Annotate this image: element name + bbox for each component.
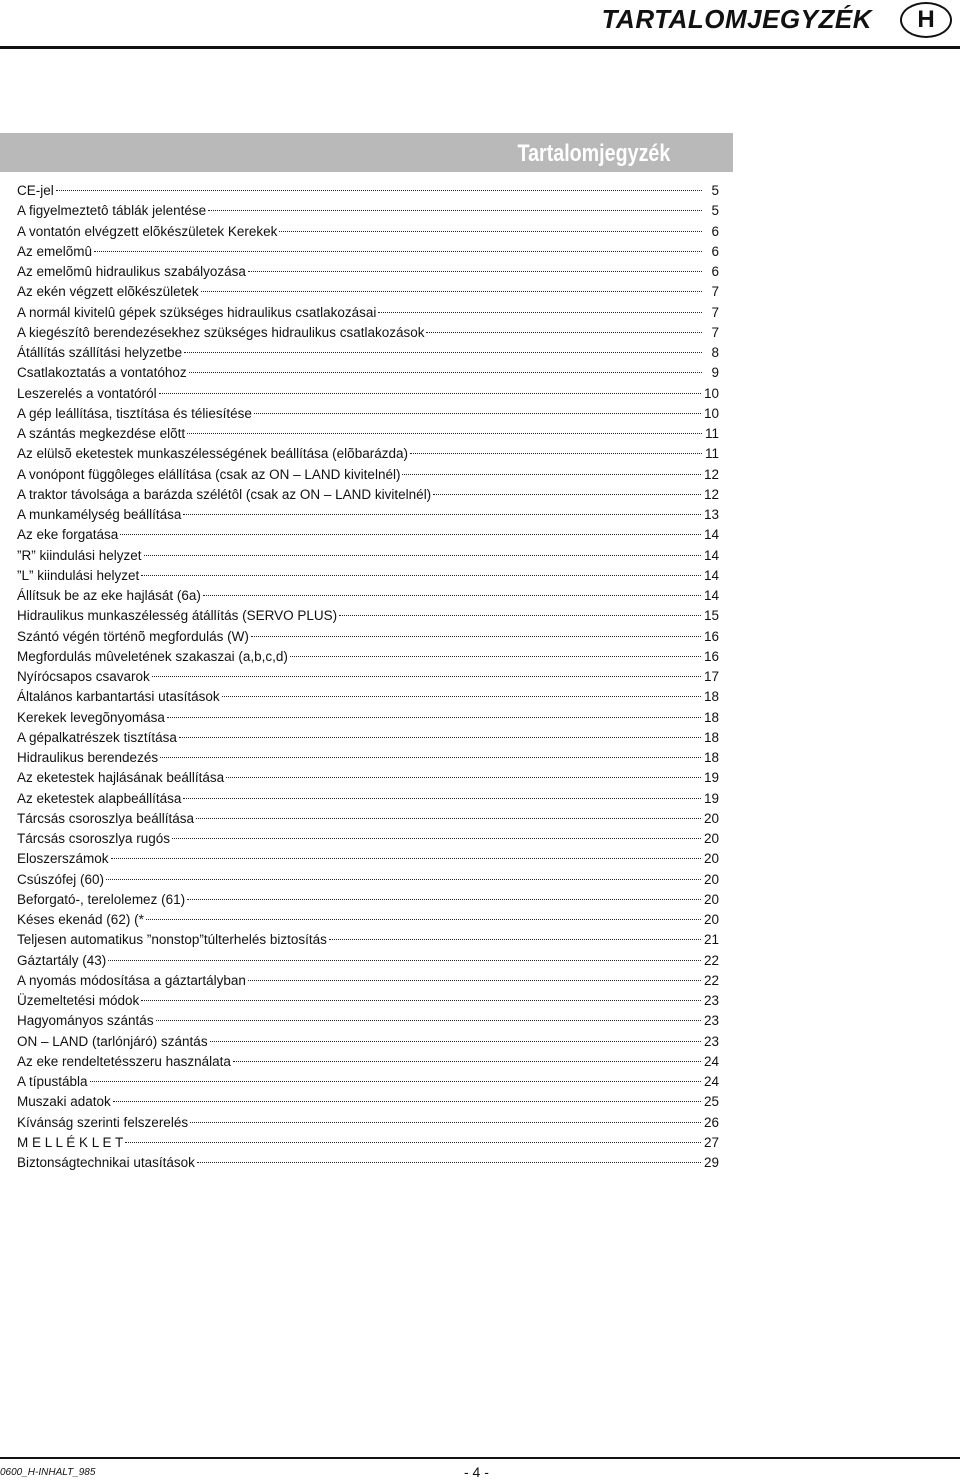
toc-entry-label: Az eketestek hajlásának beállítása: [17, 770, 225, 786]
toc-entry[interactable]: [17, 262, 719, 282]
toc-entry-label: Az eke forgatása: [17, 527, 119, 543]
toc-entry-label: Tárcsás csoroszlya beállítása: [17, 810, 195, 826]
toc-entry-label: M E L L É K L E T: [17, 1134, 124, 1150]
toc-entry-page: 6: [711, 264, 719, 279]
toc-dot-leader: [187, 432, 702, 434]
toc-dot-leader: [233, 1060, 701, 1062]
toc-entry[interactable]: [17, 181, 719, 201]
toc-dot-leader: [159, 392, 701, 394]
toc-dot-leader: [189, 371, 702, 373]
toc-entry-label: A normál kivitelû gépek szükséges hidraulikus csatlakozásai: [17, 304, 377, 320]
toc-entry[interactable]: [17, 1011, 719, 1031]
toc-entry-page: 6: [711, 243, 719, 259]
toc-entry-page: 7: [711, 304, 719, 320]
toc-entry-page: 9: [711, 365, 719, 381]
toc-entry[interactable]: [17, 1133, 719, 1153]
toc-dot-leader: [196, 817, 701, 819]
toc-entry-page: 23: [703, 993, 719, 1008]
toc-entry-label: Állítsuk be az eke hajlását (6a): [17, 588, 201, 603]
toc-entry-page: 5: [711, 183, 719, 198]
toc-entry[interactable]: [17, 384, 719, 404]
toc-entry[interactable]: [17, 829, 719, 849]
toc-entry[interactable]: [17, 282, 719, 302]
toc-entry-page: 20: [703, 831, 719, 846]
toc-entry[interactable]: [17, 667, 719, 687]
toc-dot-leader: [402, 473, 701, 475]
toc-entry-label: Hidraulikus berendezés: [17, 750, 159, 765]
toc-entry[interactable]: [17, 849, 719, 869]
toc-dot-leader: [203, 594, 701, 596]
toc-entry-page: 19: [703, 790, 719, 806]
toc-entry-page: 25: [703, 1094, 719, 1110]
toc-entry-page: 23: [703, 1033, 719, 1049]
toc-entry[interactable]: [17, 606, 719, 626]
toc-entry-label: Az emelõmû hidraulikus szabályozása: [17, 264, 246, 279]
toc-dot-leader: [226, 776, 701, 778]
toc-dot-leader: [248, 270, 702, 272]
toc-entry[interactable]: [17, 1032, 719, 1052]
toc-entry-label: Az emelõmû: [17, 243, 93, 259]
toc-entry-label: Csatlakoztatás a vontatóhoz: [17, 365, 187, 381]
toc-entry[interactable]: [17, 647, 719, 667]
toc-entry-page: 18: [703, 709, 719, 725]
toc-entry-page: 27: [703, 1134, 719, 1150]
section-title: Tartalomjegyzék: [517, 140, 670, 167]
toc-dot-leader: [210, 1040, 701, 1042]
toc-dot-leader: [56, 189, 702, 191]
toc-dot-leader: [279, 230, 702, 232]
toc-entry[interactable]: [17, 566, 719, 586]
toc-entry-page: 14: [703, 547, 719, 563]
toc-entry-page: 26: [703, 1114, 719, 1130]
footer-divider: [0, 1457, 960, 1459]
toc-entry-page: 16: [703, 628, 719, 644]
toc-entry[interactable]: [17, 930, 719, 950]
toc-entry-label: Üzemeltetési módok: [17, 993, 140, 1008]
toc-dot-leader: [410, 452, 702, 454]
toc-dot-leader: [172, 837, 701, 839]
toc-entry[interactable]: [17, 809, 719, 829]
toc-dot-leader: [222, 695, 701, 697]
toc-dot-leader: [183, 797, 701, 799]
toc-dot-leader: [248, 979, 701, 981]
language-badge: H: [900, 2, 952, 38]
toc-dot-leader: [106, 878, 701, 880]
toc-dot-leader: [433, 493, 701, 495]
toc-entry-label: Átállítás szállítási helyzetbe: [17, 345, 183, 360]
toc-entry[interactable]: [17, 363, 719, 383]
toc-entry-page: 12: [703, 486, 719, 502]
toc-entry-label: Az elülsõ eketestek munkaszélességének beállítása (elõbarázda): [17, 446, 408, 462]
toc-entry-page: 24: [703, 1074, 719, 1089]
toc-entry-label: Az ekén végzett elõkészületek: [17, 284, 199, 300]
toc-dot-leader: [190, 1121, 701, 1123]
toc-entry[interactable]: [17, 870, 719, 890]
toc-entry-page: 20: [703, 912, 719, 927]
toc-entry-label: ”R” kiindulási helyzet: [17, 547, 142, 563]
toc-entry[interactable]: [17, 687, 719, 707]
toc-entry-page: 11: [704, 426, 719, 441]
toc-dot-leader: [160, 756, 701, 758]
toc-dot-leader: [426, 331, 702, 333]
toc-entry-label: A kiegészítô berendezésekhez szükséges hidraulikus csatlakozások: [17, 324, 425, 340]
document-code: 0600_H-INHALT_985: [0, 1467, 96, 1478]
toc-entry[interactable]: [17, 1072, 719, 1092]
toc-entry-label: Biztonságtechnikai utasítások: [17, 1155, 195, 1170]
toc-entry-page: 18: [703, 750, 719, 765]
toc-entry-page: 12: [703, 466, 719, 482]
header-divider: [0, 46, 960, 49]
toc-dot-leader: [251, 635, 701, 637]
toc-dot-leader: [152, 675, 701, 677]
toc-entry-page: 13: [703, 507, 719, 522]
toc-dot-leader: [179, 736, 701, 738]
toc-entry-page: 7: [711, 324, 719, 340]
toc-entry[interactable]: [17, 222, 719, 242]
toc-entry-page: 29: [703, 1155, 719, 1170]
toc-entry-label: Kerekek levegõnyomása: [17, 709, 165, 725]
page-number: - 4 -: [464, 1464, 489, 1480]
toc-entry-label: Tárcsás csoroszlya rugós: [17, 831, 171, 846]
toc-entry[interactable]: [17, 971, 719, 991]
toc-dot-leader: [378, 311, 702, 313]
toc-dot-leader: [329, 938, 701, 940]
toc-entry[interactable]: [17, 404, 719, 424]
toc-entry-label: Beforgató-, terelolemez (61): [17, 891, 186, 907]
toc-entry-label: Muszaki adatok: [17, 1094, 111, 1110]
toc-entry[interactable]: [17, 910, 719, 930]
toc-entry-label: Hagyományos szántás: [17, 1013, 154, 1029]
toc-entry[interactable]: [17, 201, 719, 221]
toc-dot-leader: [120, 533, 701, 535]
toc-dot-leader: [94, 250, 702, 252]
toc-entry-page: 20: [703, 871, 719, 887]
toc-entry-page: 22: [703, 972, 719, 988]
toc-dot-leader: [111, 857, 701, 859]
toc-dot-leader: [208, 209, 702, 211]
toc-entry-label: ”L” kiindulási helyzet: [17, 567, 140, 583]
toc-entry[interactable]: [17, 708, 719, 728]
toc-entry-page: 15: [703, 608, 719, 624]
toc-dot-leader: [108, 959, 701, 961]
toc-dot-leader: [201, 290, 702, 292]
toc-entry[interactable]: [17, 789, 719, 809]
toc-entry-label: CE-jel: [17, 183, 54, 198]
toc-entry[interactable]: [17, 323, 719, 343]
toc-dot-leader: [167, 716, 701, 718]
toc-entry-label: Késes ekenád (62) (*: [17, 912, 144, 927]
toc-entry[interactable]: [17, 890, 719, 910]
toc-entry[interactable]: [17, 991, 719, 1011]
toc-entry-label: A traktor távolsága a barázda szélétôl (csak az ON – LAND kivitelnél): [17, 486, 432, 502]
toc-dot-leader: [290, 655, 701, 657]
toc-entry-label: Általános karbantartási utasítások: [17, 689, 220, 705]
toc-entry-page: 18: [703, 689, 719, 705]
toc-entry[interactable]: [17, 586, 719, 606]
toc-entry-page: 10: [703, 385, 719, 401]
toc-entry-page: 5: [711, 203, 719, 219]
toc-entry[interactable]: [17, 525, 719, 545]
toc-entry-label: A vonópont függôleges elállítása (csak az ON – LAND kivitelnél): [17, 466, 401, 482]
toc-entry-page: 16: [703, 648, 719, 664]
toc-dot-leader: [184, 351, 702, 353]
toc-entry-label: Nyírócsapos csavarok: [17, 669, 150, 684]
toc-entry[interactable]: [17, 728, 719, 748]
toc-entry-label: A szántás megkezdése elõtt: [17, 426, 186, 441]
toc-entry[interactable]: [17, 768, 719, 788]
toc-entry-label: A munkamélység beállítása: [17, 507, 182, 522]
toc-entry-page: 20: [703, 891, 719, 907]
toc-entry[interactable]: [17, 505, 719, 525]
toc-dot-leader: [141, 999, 701, 1001]
toc-entry-label: A vontatón elvégzett elõkészületek Kerekek: [17, 223, 278, 239]
toc-entry-page: 17: [703, 669, 719, 684]
table-of-contents: [17, 181, 719, 1173]
toc-entry[interactable]: [17, 1153, 719, 1173]
toc-entry-page: 14: [703, 588, 719, 603]
toc-entry-label: Leszerelés a vontatóról: [17, 385, 157, 401]
toc-entry-label: A nyomás módosítása a gáztartályban: [17, 972, 246, 988]
toc-entry[interactable]: [17, 465, 719, 485]
toc-entry[interactable]: [17, 343, 719, 363]
toc-entry[interactable]: [17, 546, 719, 566]
toc-entry[interactable]: [17, 424, 719, 444]
toc-entry-page: 24: [703, 1053, 719, 1069]
toc-entry-label: Kívánság szerinti felszerelés: [17, 1114, 189, 1130]
toc-dot-leader: [90, 1080, 701, 1082]
toc-entry-label: Szántó végén történõ megfordulás (W): [17, 628, 249, 644]
page-header-title: TARTALOMJEGYZÉK: [601, 4, 872, 34]
toc-dot-leader: [197, 1161, 701, 1163]
toc-entry-label: Eloszerszámok: [17, 851, 109, 867]
toc-entry-page: 19: [703, 770, 719, 786]
toc-dot-leader: [183, 513, 701, 515]
toc-entry[interactable]: [17, 1052, 719, 1072]
toc-entry-label: A figyelmeztetô táblák jelentése: [17, 203, 207, 219]
toc-entry-page: 21: [703, 932, 719, 948]
toc-entry[interactable]: [17, 242, 719, 262]
toc-entry-label: Megfordulás mûveletének szakaszai (a,b,c,d): [17, 648, 288, 664]
toc-entry[interactable]: [17, 627, 719, 647]
toc-entry-page: 20: [703, 810, 719, 826]
toc-entry-label: Gáztartály (43): [17, 952, 107, 968]
toc-entry-label: A típustábla: [17, 1074, 88, 1089]
toc-entry-label: Az eke rendeltetésszeru használata: [17, 1053, 231, 1069]
toc-entry-page: 6: [711, 223, 719, 239]
toc-entry-page: 10: [703, 405, 719, 421]
toc-entry-page: 20: [703, 851, 719, 867]
toc-entry-page: 18: [703, 729, 719, 745]
toc-entry-page: 14: [703, 527, 719, 543]
toc-entry[interactable]: [17, 1092, 719, 1112]
toc-entry[interactable]: [17, 485, 719, 505]
toc-entry[interactable]: [17, 1113, 719, 1133]
toc-dot-leader: [339, 614, 701, 616]
toc-dot-leader: [113, 1100, 701, 1102]
toc-dot-leader: [156, 1019, 701, 1021]
toc-entry-page: 22: [703, 952, 719, 968]
toc-entry-page: 8: [711, 345, 719, 360]
toc-entry-label: Teljesen automatikus ”nonstop”túlterhelés biztosítás: [17, 932, 327, 948]
toc-entry[interactable]: [17, 303, 719, 323]
toc-dot-leader: [141, 574, 701, 576]
toc-entry[interactable]: [17, 951, 719, 971]
toc-entry-label: A gép leállítása, tisztítása és téliesítése: [17, 405, 252, 421]
toc-entry-label: Hidraulikus munkaszélesség átállítás (SERVO PLUS): [17, 608, 338, 624]
toc-dot-leader: [187, 898, 701, 900]
toc-entry[interactable]: [17, 748, 719, 768]
toc-dot-leader: [125, 1141, 701, 1143]
toc-dot-leader: [146, 918, 701, 920]
toc-entry-label: Csúszófej (60): [17, 871, 105, 887]
toc-entry-label: ON – LAND (tarlónjáró) szántás: [17, 1033, 208, 1049]
toc-entry-page: 14: [703, 567, 719, 583]
toc-dot-leader: [254, 412, 701, 414]
toc-entry-page: 11: [704, 446, 719, 462]
toc-entry-page: 7: [711, 284, 719, 300]
toc-dot-leader: [144, 554, 701, 556]
toc-entry-page: 23: [703, 1013, 719, 1029]
toc-entry[interactable]: [17, 444, 719, 464]
toc-entry-label: A gépalkatrészek tisztítása: [17, 729, 177, 745]
toc-entry-label: Az eketestek alapbeállítása: [17, 790, 182, 806]
